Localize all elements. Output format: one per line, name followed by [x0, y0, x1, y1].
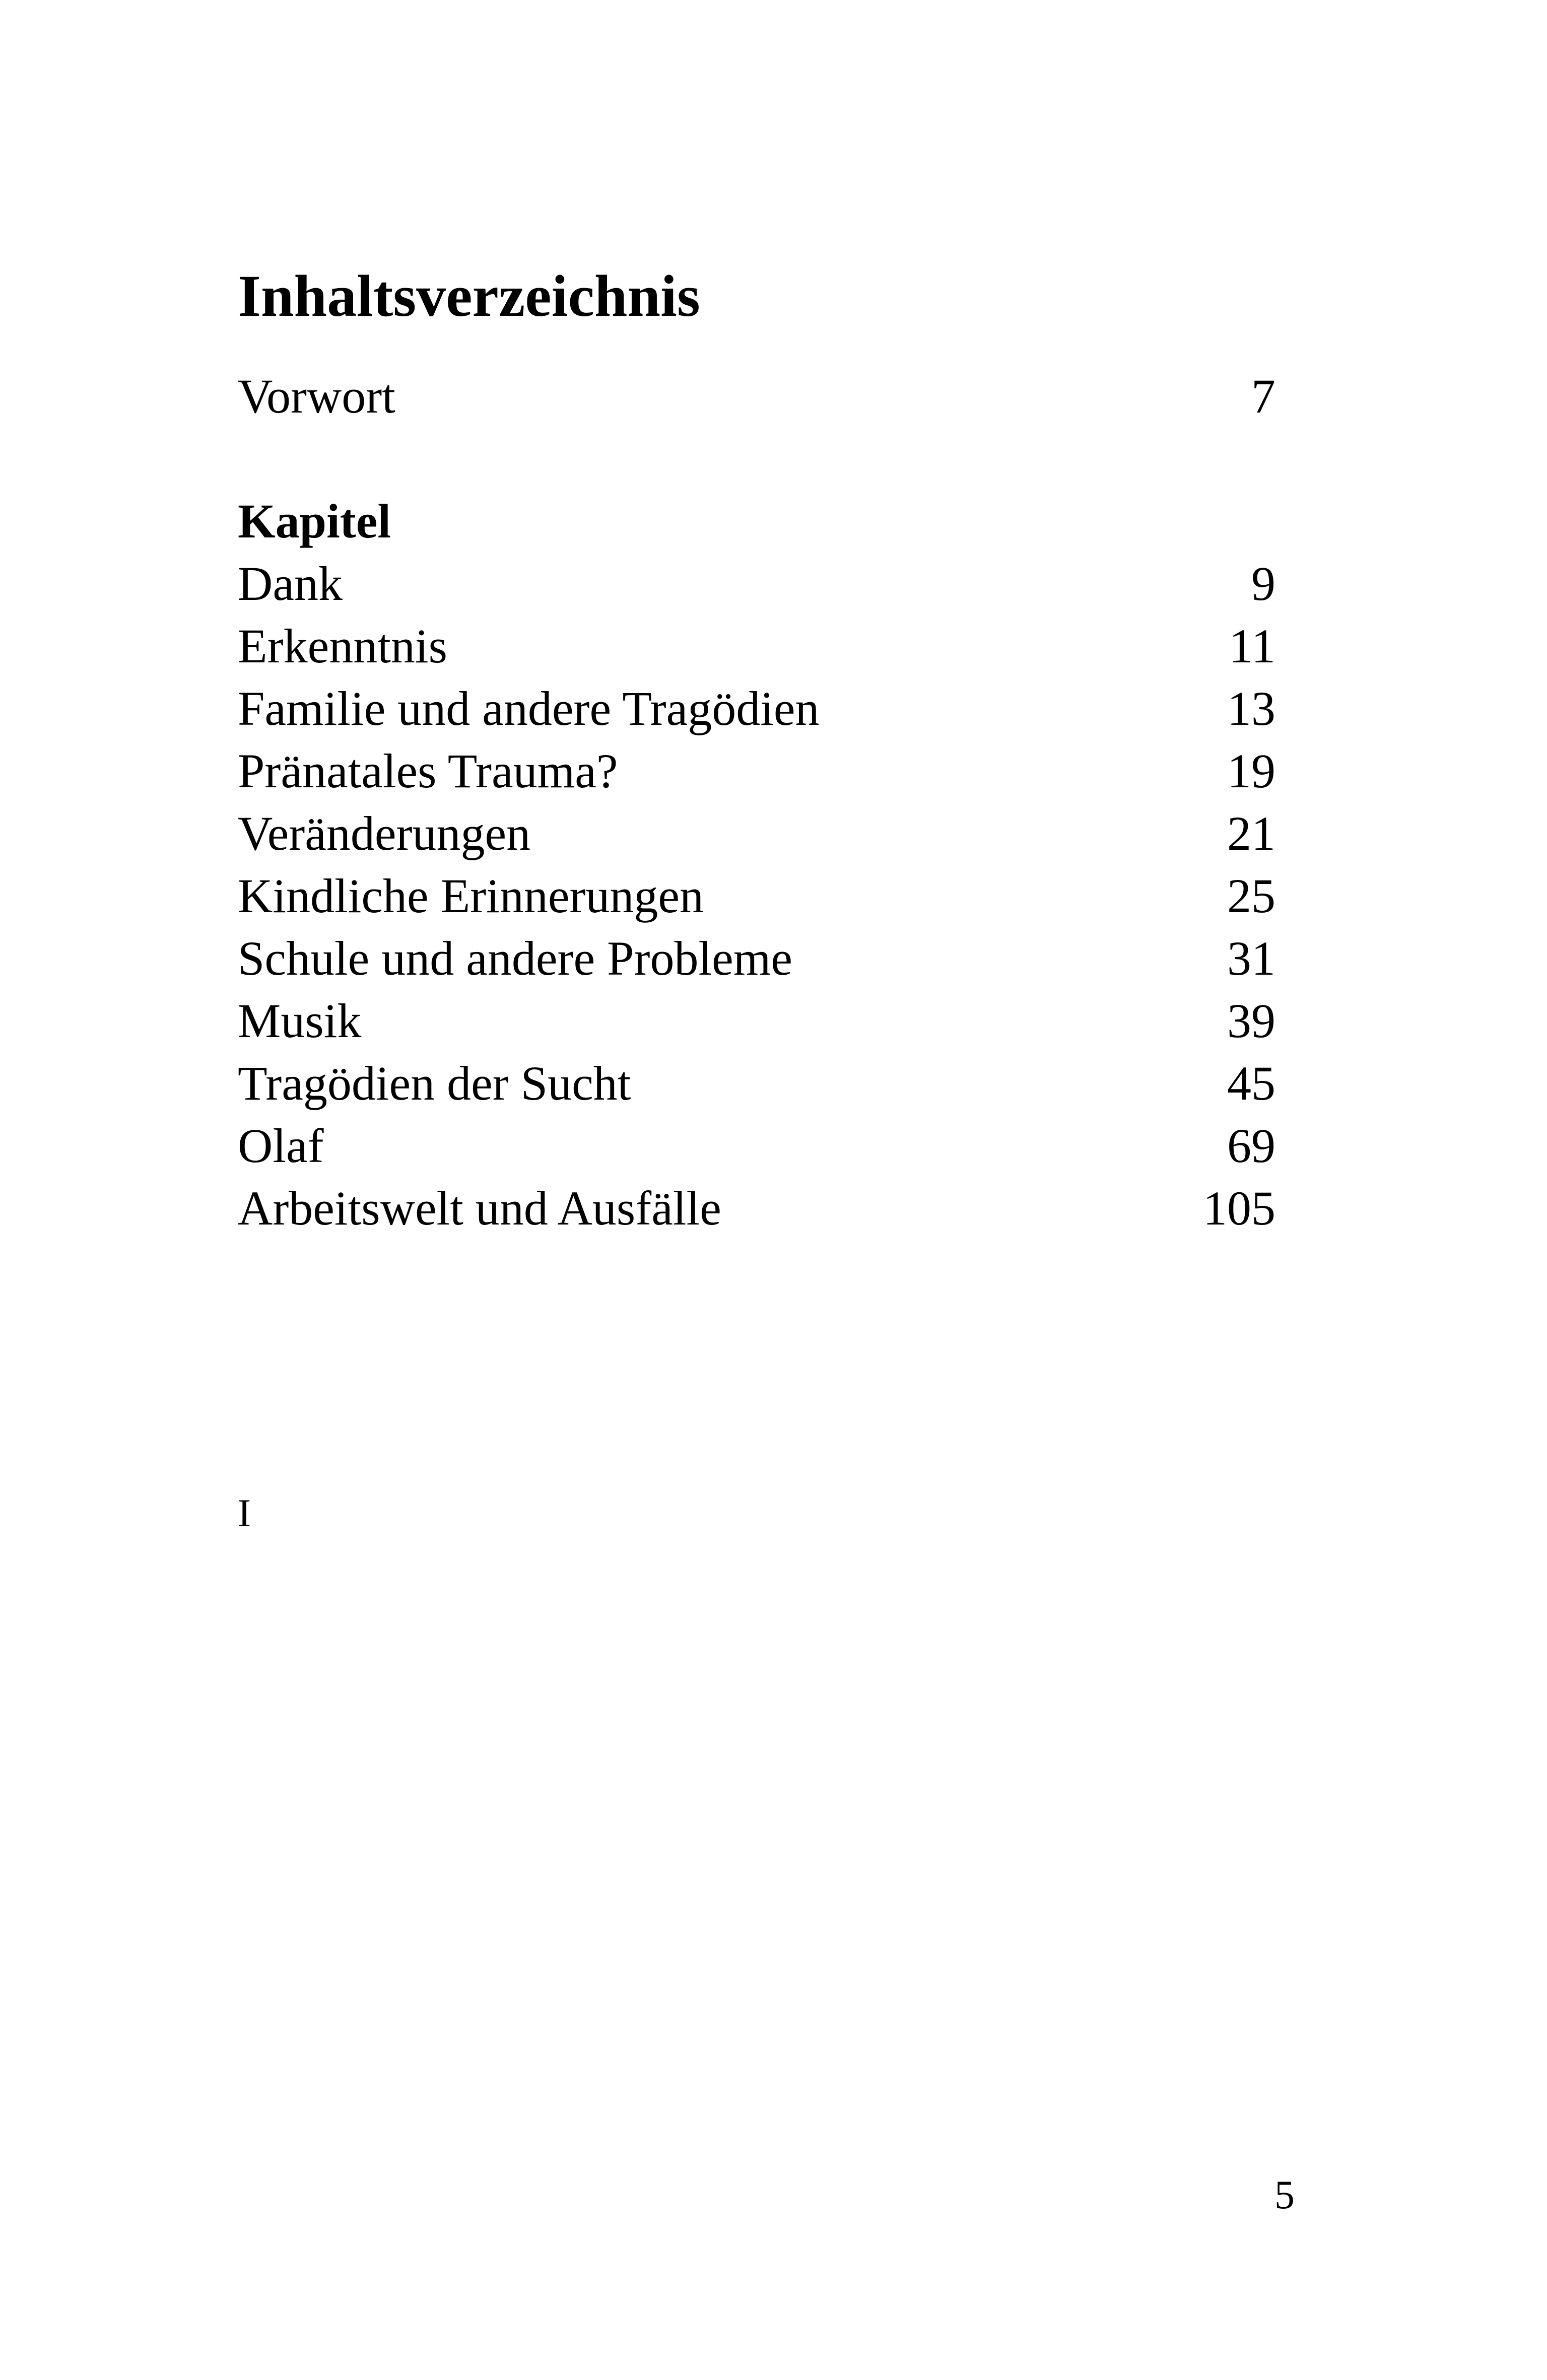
toc-entry-title: Arbeitswelt und Ausfälle — [238, 1181, 721, 1235]
toc-entry — [238, 802, 1275, 865]
toc-entry-page: 11 — [1229, 619, 1275, 673]
toc-entry — [238, 927, 1275, 990]
toc-entry — [238, 740, 1275, 802]
toc-entry-title: Vorwort — [238, 369, 395, 423]
toc-entry-page: 25 — [1227, 869, 1275, 923]
toc-entry-title: Familie und andere Tragödien — [238, 682, 820, 735]
toc-entry-page: 69 — [1227, 1119, 1275, 1173]
toc-entry-title: Pränatales Trauma? — [238, 744, 618, 798]
toc-entry-page: 105 — [1203, 1181, 1275, 1235]
toc-entry — [238, 553, 1275, 615]
toc-entry-title: Musik — [238, 994, 362, 1048]
page-number: 5 — [1274, 2173, 1295, 2217]
toc-entry-title: Dank — [238, 557, 343, 610]
toc-entry-preface — [238, 365, 1275, 428]
page-title: Inhaltsverzeichnis — [238, 263, 700, 329]
toc-entry-page: 31 — [1227, 931, 1275, 985]
toc-entry — [238, 865, 1275, 927]
toc-entry-title: Schule und andere Probleme — [238, 931, 792, 985]
toc-entry — [238, 1115, 1275, 1177]
toc-entry-page: 21 — [1227, 806, 1275, 860]
toc-entry — [238, 1177, 1275, 1240]
toc-entry-title: Tragödien der Sucht — [238, 1056, 631, 1110]
toc-entry-title: Olaf — [238, 1119, 324, 1173]
toc-entry — [238, 1052, 1275, 1115]
toc-entry-page: 45 — [1227, 1056, 1275, 1110]
toc-entry-page: 7 — [1251, 369, 1275, 423]
toc-entry-title: Veränderungen — [238, 806, 531, 860]
toc-entry-page: 19 — [1227, 744, 1275, 798]
toc-entry-page: 13 — [1227, 682, 1275, 735]
toc-entry-page: 39 — [1227, 994, 1275, 1048]
toc-entry-title: Erkenntnis — [238, 619, 447, 673]
toc-entry-page: 9 — [1251, 557, 1275, 610]
part-numeral: I — [238, 1491, 251, 1535]
toc-entry-title: Kindliche Erinnerungen — [238, 869, 704, 923]
toc-entry — [238, 677, 1275, 740]
toc-entry — [238, 615, 1275, 677]
chapters-heading: Kapitel — [238, 494, 391, 548]
toc-entry — [238, 990, 1275, 1052]
